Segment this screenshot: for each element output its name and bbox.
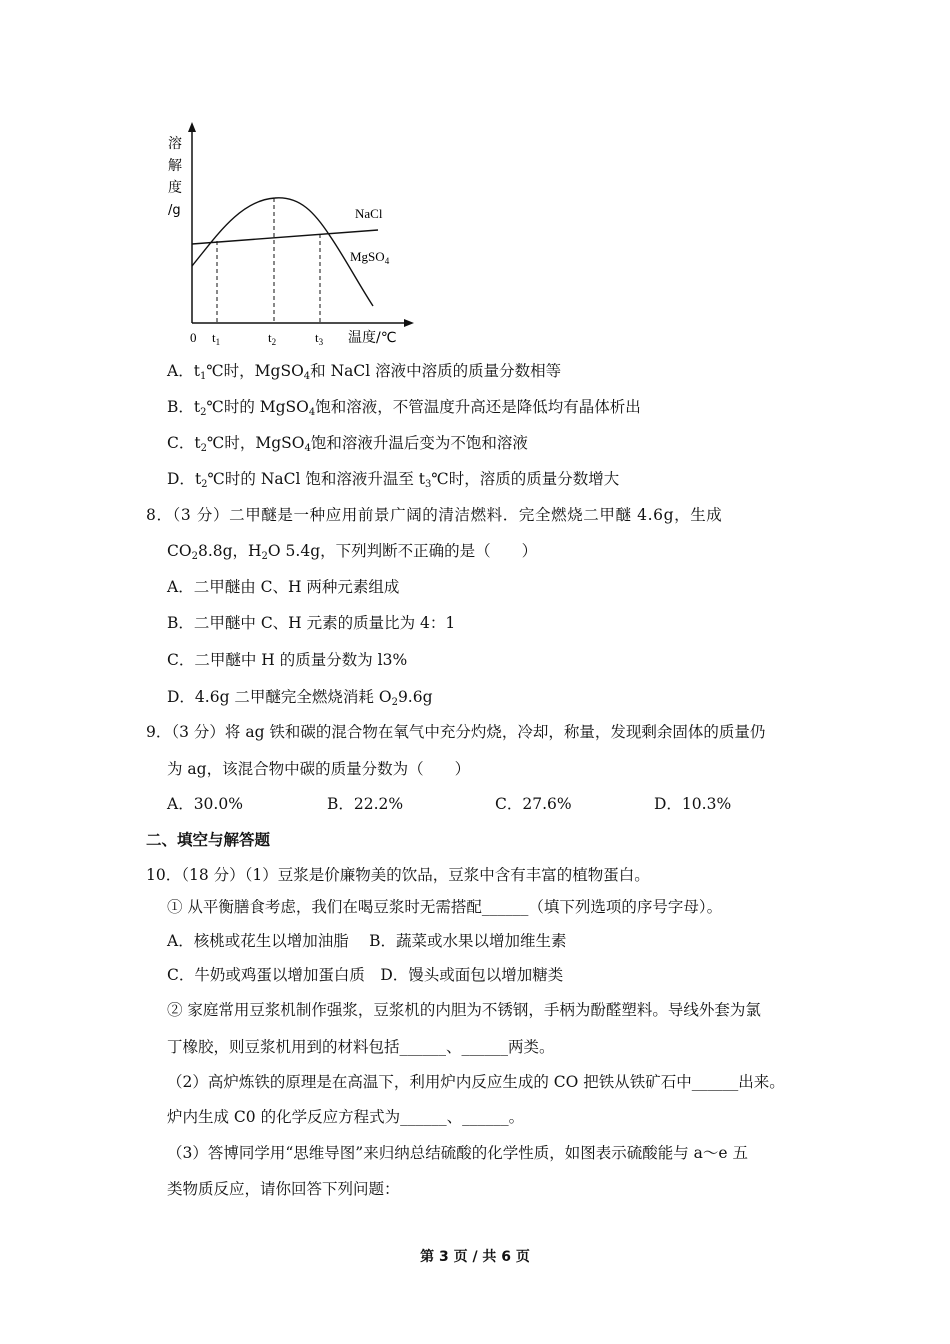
y-label-char: 度 [168,180,182,196]
nacl-label: NaCl [355,206,383,221]
q8-option-c: C．二甲醚中 H 的质量分数为 l3% [167,651,408,669]
q9-option-a: A．30.0% [167,795,243,813]
section-title: 二、填空与解答题 [146,831,271,849]
q10-part3-line1: （3）答博同学用“思维导图”来归纳总结硫酸的化学性质，如图表示硫酸能与 a～e 五 [167,1144,748,1162]
y-label-char: 溶 [168,136,182,152]
x-axis-arrow [404,319,414,327]
q8-option-d: D．4.6g 二甲醚完全燃烧消耗 $O_29.6g$ [167,688,433,708]
q10-part2-line2: 炉内生成 C0 的化学反应方程式为______、______。 [167,1108,525,1126]
mgso4-curve [192,198,373,306]
t2-label: $t_2$ [268,330,277,347]
q8-option-a: A．二甲醚由 C、H 两种元素组成 [167,578,400,596]
q10-part3-line2: 类物质反应，请你回答下列问题： [167,1180,400,1198]
q10-options-ab: A．核桃或花生以增加油脂 B．蔬菜或水果以增加维生素 [167,932,567,950]
q7-option-c: C．$t_2℃$时，MgSO$_4$饱和溶液升温后变为不饱和溶液 [167,434,528,454]
page-footer: 第 3 页 / 共 6 页 [420,1249,530,1265]
t3-label: $t_3$ [315,330,324,347]
q9-option-b: B．22.2% [327,795,404,813]
y-label-char: /g [168,203,181,218]
q8-stem-line1: 8．（3 分）二甲醚是一种应用前景广阔的清洁燃料．完全燃烧二甲醚 4.6g，生成 [146,506,723,524]
q8-option-b: B．二甲醚中 C、H 元素的质量比为 4：1 [167,614,456,632]
q10-sub1: ① 从平衡膳食考虑，我们在喝豆浆时无需搭配______（填下列选项的序号字母）。 [167,898,723,916]
q10-options-cd: C．牛奶或鸡蛋以增加蛋白质 D．馒头或面包以增加糖类 [167,966,564,984]
q9-option-d: D．10.3% [654,795,732,813]
solubility-graph [160,118,420,350]
q9-stem-line1: 9．（3 分）将 ag 铁和碳的混合物在氧气中充分灼烧，冷却，称量，发现剩余固体的质量仍 [146,723,766,741]
q9-option-c: C．27.6% [495,795,572,813]
x-axis-label: 温度/℃ [348,330,397,346]
q8-stem-line2: $CO_28.8g$，$H_2O$ 5.4g，下列判断不正确的是（ ） [167,542,538,562]
q7-option-a: A．$t_1℃$时，MgSO$_4$和 NaCl 溶液中溶质的质量分数相等 [167,362,562,382]
q7-option-d: D．$t_2℃$时的 NaCl 饱和溶液升温至 $t_3℃$时，溶质的质量分数增大 [167,470,620,490]
q7-option-b: B．$t_2℃$时的 MgSO$_4$饱和溶液，不管温度升高还是降低均有晶体析出 [167,398,641,418]
q10-sub2-line1: ② 家庭常用豆浆机制作强浆，豆浆机的内胆为不锈钢，手柄为酚醛塑料。导线外套为氯 [167,1001,761,1019]
origin-label: 0 [190,330,197,345]
mgso4-label: MgSO$_4$ [350,249,390,266]
t1-label: $t_1$ [212,330,221,347]
y-axis-arrow [188,122,196,132]
q9-stem-line2: 为 ag，该混合物中碳的质量分数为（ ） [167,760,471,778]
q10-part2-line1: （2）高炉炼铁的原理是在高温下，利用炉内反应生成的 CO 把铁从铁矿石中______出来。 [167,1073,785,1091]
q10-sub2-line2: 丁橡胶，则豆浆机用到的材料包括______、______两类。 [167,1038,555,1056]
y-label-char: 解 [168,158,182,174]
q10-stem: 10．（18 分）（1）豆浆是价廉物美的饮品，豆浆中含有丰富的植物蛋白。 [146,866,650,884]
q9-options [167,794,807,814]
